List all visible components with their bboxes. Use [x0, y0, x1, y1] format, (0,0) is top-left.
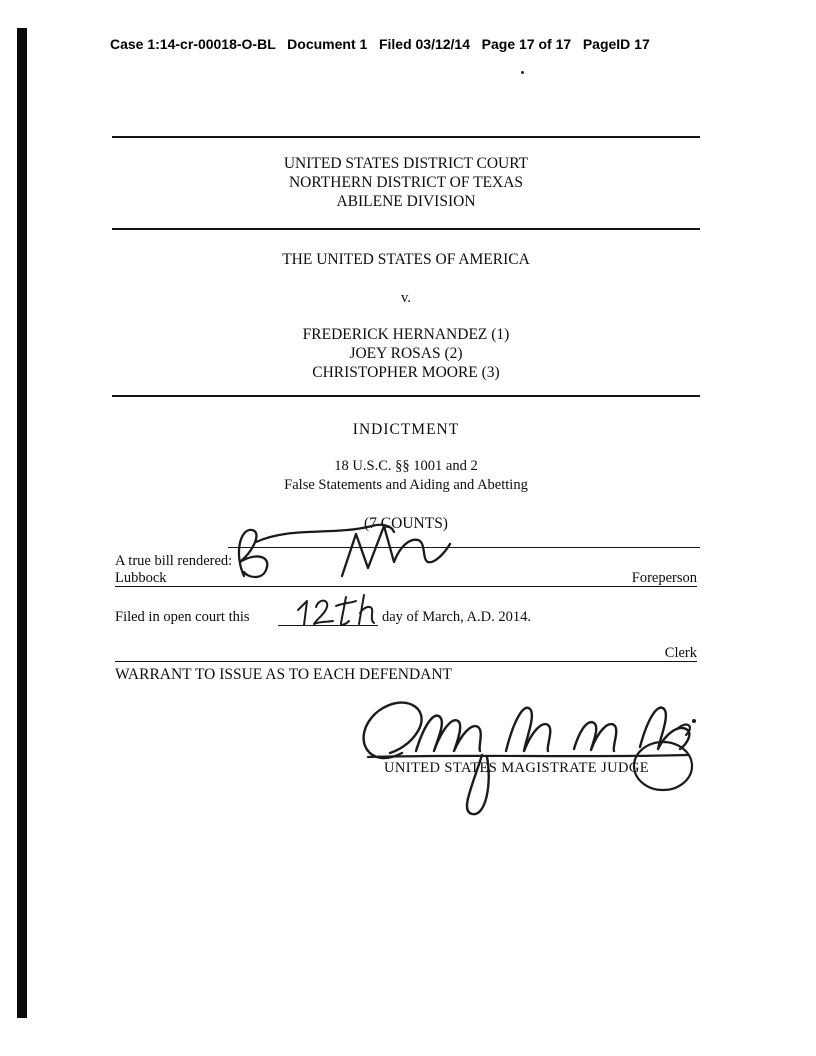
clerk-underline [115, 661, 697, 662]
scan-edge-bar [17, 28, 27, 1018]
filed-text-before: Filed in open court this [115, 609, 250, 625]
court-division: ABILENE DIVISION [336, 193, 476, 210]
foreperson-signature [222, 518, 462, 590]
court-block [112, 154, 700, 211]
defendant-3: CHRISTOPHER MOORE (3) [312, 364, 500, 381]
true-bill-place: Lubbock [115, 570, 167, 586]
counts-line: (7 COUNTS) [364, 515, 448, 532]
judge-title: UNITED STATES MAGISTRATE JUDGE [384, 760, 649, 776]
divider-top [112, 136, 700, 138]
divider-indictment [112, 395, 700, 397]
court-district: NORTHERN DISTRICT OF TEXAS [288, 174, 524, 191]
scan-speck [521, 71, 524, 74]
statute-description: False Statements and Aiding and Abetting [284, 477, 528, 493]
court-name: UNITED STATES DISTRICT COURT [283, 155, 529, 172]
judge-signature [340, 685, 700, 817]
pacer-header: Case 1:14-cr-00018-O-BL Document 1 Filed 03/12/14 Page 17 of 17 PageID 17 [110, 36, 650, 52]
indictment-title: INDICTMENT [352, 421, 460, 438]
handwritten-day [290, 594, 385, 634]
divider-caption [112, 228, 700, 230]
plaintiff-line: THE UNITED STATES OF AMERICA [282, 251, 530, 268]
defendant-2: JOEY ROSAS (2) [349, 345, 463, 362]
filed-text-after: day of March, A.D. 2014. [382, 609, 532, 625]
clerk-label: Clerk [664, 645, 697, 661]
foreperson-label: Foreperson [631, 570, 697, 586]
warrant-line: WARRANT TO ISSUE AS TO EACH DEFENDANT [115, 666, 453, 683]
true-bill-label: A true bill rendered: [115, 553, 233, 569]
defendant-1: FREDERICK HERNANDEZ (1) [302, 326, 510, 343]
statute-block [112, 457, 700, 495]
statute-citation: 18 U.S.C. §§ 1001 and 2 [334, 458, 478, 474]
defendants-block [112, 325, 700, 382]
versus-line: v. [401, 290, 411, 306]
